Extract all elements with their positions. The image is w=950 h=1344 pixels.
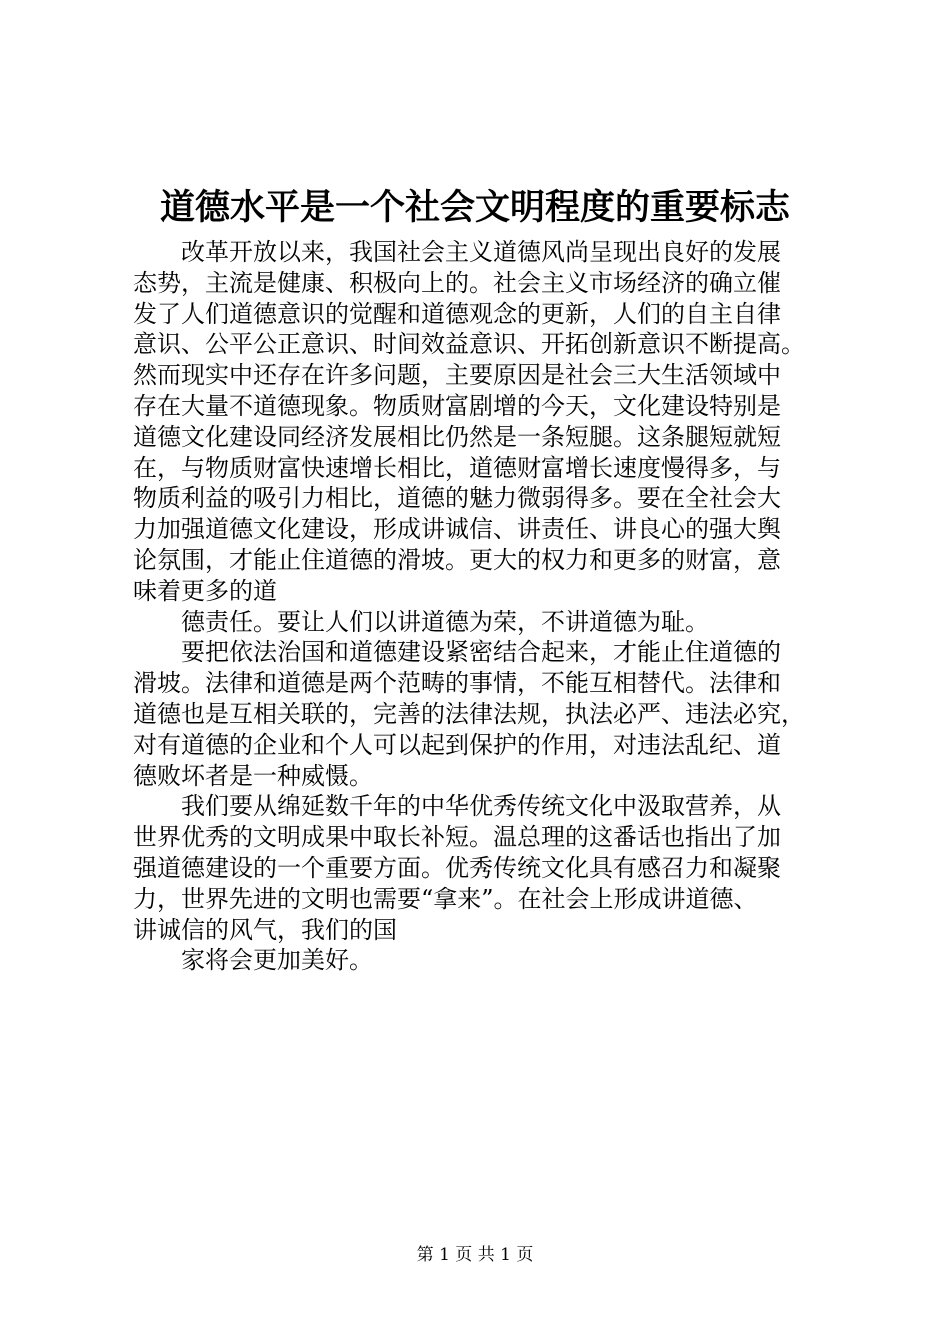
body-line: 味着更多的道 bbox=[133, 576, 277, 605]
body-line: 改革开放以来，我国社会主义道德风尚呈现出良好的发展 bbox=[181, 238, 781, 266]
body-line: 家将会更加美好。 bbox=[181, 946, 373, 975]
body-line: 态势，主流是健康、积极向上的。社会主义市场经济的确立催 bbox=[133, 268, 781, 297]
body-line: 世界优秀的文明成果中取长补短。温总理的这番话也指出了加 bbox=[133, 823, 781, 852]
document-body bbox=[133, 237, 853, 976]
body-line: 道德文化建设同经济发展相比仍然是一条短腿。这条腿短就短 bbox=[133, 422, 781, 451]
body-line: 德责任。要让人们以讲道德为荣，不讲道德为耻。 bbox=[181, 607, 709, 636]
body-line: 力，世界先进的文明也需要“拿来”。在社会上形成讲道德、 bbox=[133, 884, 758, 913]
body-line: 意识、公平公正意识、时间效益意识、开拓创新意识不断提高。 bbox=[133, 330, 805, 359]
body-line: 发了人们道德意识的觉醒和道德观念的更新，人们的自主自律 bbox=[133, 299, 781, 328]
body-line: 要把依法治国和道德建设紧密结合起来，才能止住道德的 bbox=[181, 638, 781, 667]
body-line: 力加强道德文化建设，形成讲诚信、讲责任、讲良心的强大舆 bbox=[133, 515, 781, 544]
body-line: 我们要从绵延数千年的中华优秀传统文化中汲取营养，从 bbox=[181, 792, 781, 821]
body-line: 物质利益的吸引力相比，道德的魅力微弱得多。要在全社会大 bbox=[133, 484, 781, 513]
body-line: 在，与物质财富快速增长相比，道德财富增长速度慢得多，与 bbox=[133, 453, 781, 482]
body-line: 论氛围，才能止住道德的滑坡。更大的权力和更多的财富，意 bbox=[133, 545, 781, 574]
body-line: 德败坏者是一种威慑。 bbox=[133, 761, 373, 790]
page-number-footer: 第 1 页 共 1 页 bbox=[416, 1245, 534, 1265]
body-line: 滑坡。法律和道德是两个范畴的事情，不能互相替代。法律和 bbox=[133, 669, 781, 698]
body-line: 强道德建设的一个重要方面。优秀传统文化具有感召力和凝聚 bbox=[133, 853, 781, 882]
body-line: 然而现实中还存在许多问题，主要原因是社会三大生活领域中 bbox=[133, 361, 781, 390]
body-line: 对有道德的企业和个人可以起到保护的作用，对违法乱纪、道 bbox=[133, 730, 781, 759]
document-title: 道德水平是一个社会文明程度的重要标志 bbox=[159, 187, 790, 228]
body-line: 讲诚信的风气，我们的国 bbox=[133, 915, 397, 944]
body-line: 存在大量不道德现象。物质财富剧增的今天，文化建设特别是 bbox=[133, 391, 781, 420]
body-line: 道德也是互相关联的，完善的法律法规，执法必严、违法必究， bbox=[133, 699, 805, 728]
